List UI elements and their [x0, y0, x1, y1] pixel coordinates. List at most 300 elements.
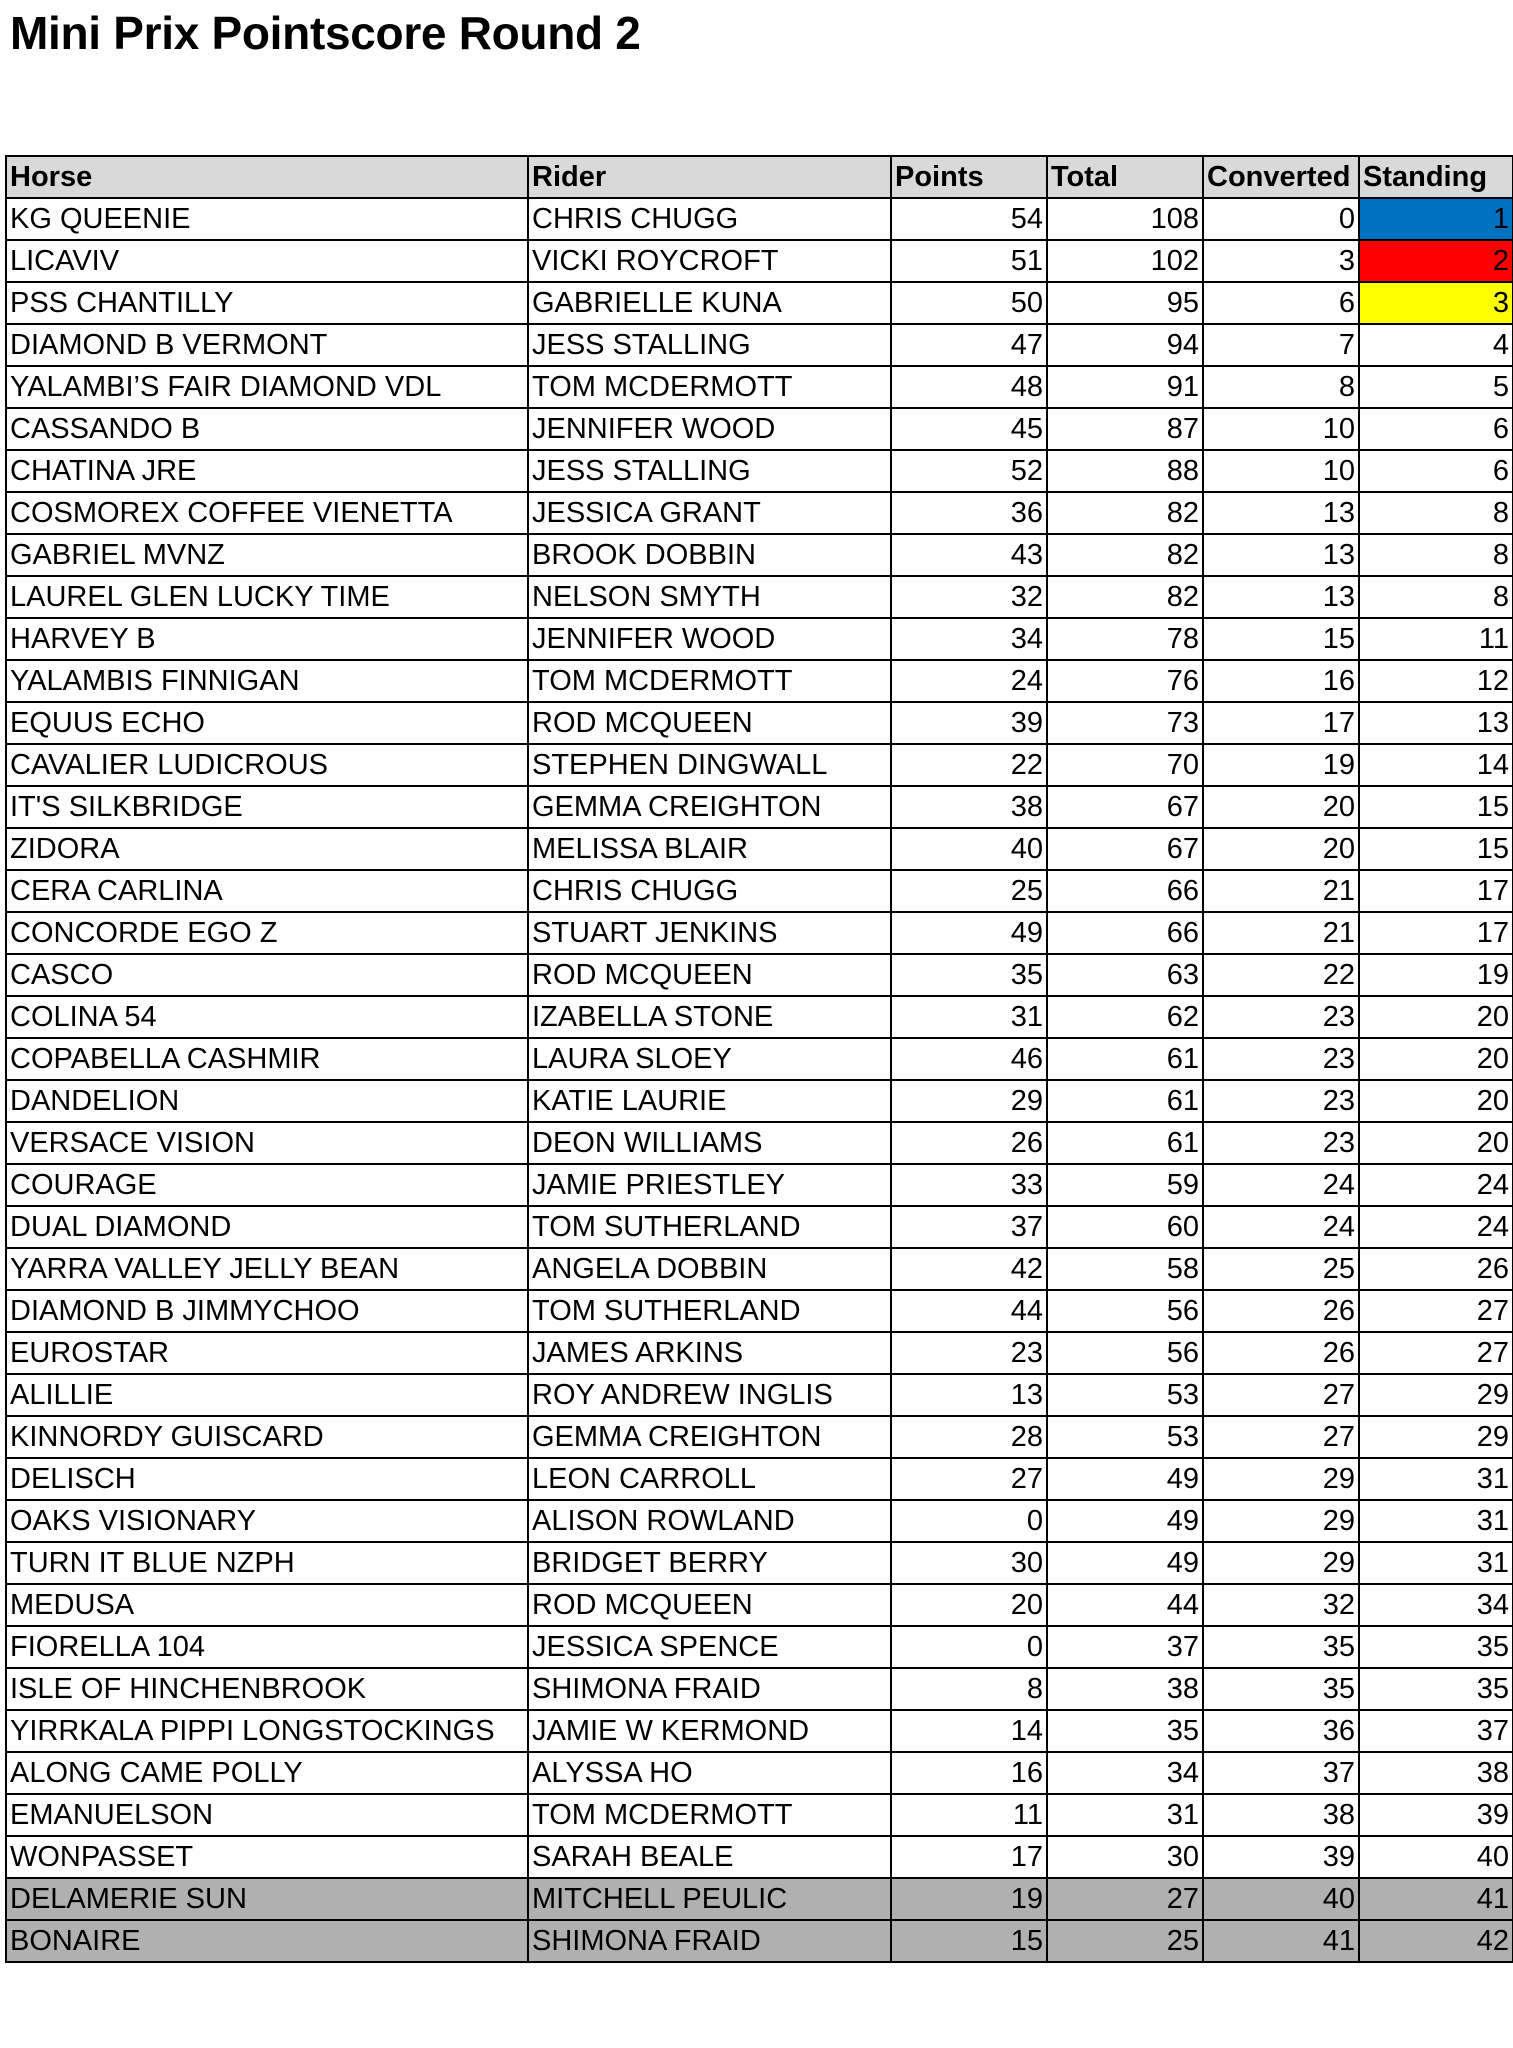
cell-standing: 34 — [1359, 1584, 1513, 1626]
table-row — [6, 1752, 1513, 1794]
cell-converted: 26 — [1203, 1290, 1359, 1332]
cell-horse: DELAMERIE SUN — [6, 1878, 528, 1920]
cell-points: 31 — [891, 996, 1047, 1038]
cell-standing: 26 — [1359, 1248, 1513, 1290]
cell-rider: JESSICA SPENCE — [528, 1626, 891, 1668]
table-row — [6, 1626, 1513, 1668]
cell-points: 30 — [891, 1542, 1047, 1584]
table-row — [6, 1416, 1513, 1458]
cell-converted: 29 — [1203, 1458, 1359, 1500]
cell-rider: STEPHEN DINGWALL — [528, 744, 891, 786]
cell-horse: MEDUSA — [6, 1584, 528, 1626]
table-row — [6, 1668, 1513, 1710]
cell-converted: 6 — [1203, 282, 1359, 324]
cell-horse: CASCO — [6, 954, 528, 996]
cell-points: 33 — [891, 1164, 1047, 1206]
table-row — [6, 1794, 1513, 1836]
cell-horse: LICAVIV — [6, 240, 528, 282]
cell-points: 34 — [891, 618, 1047, 660]
table-row — [6, 1038, 1513, 1080]
cell-converted: 19 — [1203, 744, 1359, 786]
cell-standing: 8 — [1359, 534, 1513, 576]
cell-horse: LAUREL GLEN LUCKY TIME — [6, 576, 528, 618]
cell-horse: DELISCH — [6, 1458, 528, 1500]
cell-rider: TOM MCDERMOTT — [528, 660, 891, 702]
cell-converted: 23 — [1203, 1038, 1359, 1080]
cell-converted: 16 — [1203, 660, 1359, 702]
cell-standing: 20 — [1359, 1038, 1513, 1080]
header-points: Points — [891, 156, 1047, 198]
cell-rider: ROD MCQUEEN — [528, 702, 891, 744]
cell-converted: 23 — [1203, 1080, 1359, 1122]
cell-rider: DEON WILLIAMS — [528, 1122, 891, 1164]
cell-standing: 14 — [1359, 744, 1513, 786]
cell-standing: 11 — [1359, 618, 1513, 660]
cell-standing: 8 — [1359, 576, 1513, 618]
cell-total: 76 — [1047, 660, 1203, 702]
table-row — [6, 576, 1513, 618]
cell-horse: ALILLIE — [6, 1374, 528, 1416]
cell-standing: 6 — [1359, 450, 1513, 492]
cell-converted: 25 — [1203, 1248, 1359, 1290]
cell-total: 53 — [1047, 1416, 1203, 1458]
table-row — [6, 744, 1513, 786]
cell-total: 61 — [1047, 1080, 1203, 1122]
cell-horse: EUROSTAR — [6, 1332, 528, 1374]
cell-points: 36 — [891, 492, 1047, 534]
cell-total: 27 — [1047, 1878, 1203, 1920]
cell-standing: 1 — [1359, 198, 1513, 240]
table-row — [6, 702, 1513, 744]
cell-horse: DIAMOND B JIMMYCHOO — [6, 1290, 528, 1332]
cell-rider: ROD MCQUEEN — [528, 954, 891, 996]
cell-points: 48 — [891, 366, 1047, 408]
table-row — [6, 618, 1513, 660]
table-row — [6, 954, 1513, 996]
cell-standing: 13 — [1359, 702, 1513, 744]
cell-standing: 29 — [1359, 1374, 1513, 1416]
cell-standing: 38 — [1359, 1752, 1513, 1794]
cell-total: 44 — [1047, 1584, 1203, 1626]
cell-horse: COSMOREX COFFEE VIENETTA — [6, 492, 528, 534]
header-standing: Standing — [1359, 156, 1513, 198]
cell-points: 46 — [891, 1038, 1047, 1080]
cell-standing: 27 — [1359, 1332, 1513, 1374]
cell-standing: 42 — [1359, 1920, 1513, 1962]
cell-standing: 29 — [1359, 1416, 1513, 1458]
cell-converted: 22 — [1203, 954, 1359, 996]
cell-converted: 29 — [1203, 1542, 1359, 1584]
cell-converted: 23 — [1203, 1122, 1359, 1164]
cell-points: 44 — [891, 1290, 1047, 1332]
cell-horse: ZIDORA — [6, 828, 528, 870]
cell-points: 39 — [891, 702, 1047, 744]
table-row — [6, 996, 1513, 1038]
cell-points: 45 — [891, 408, 1047, 450]
cell-horse: YALAMBI’S FAIR DIAMOND VDL — [6, 366, 528, 408]
cell-total: 56 — [1047, 1332, 1203, 1374]
cell-horse: PSS CHANTILLY — [6, 282, 528, 324]
table-row — [6, 492, 1513, 534]
cell-points: 43 — [891, 534, 1047, 576]
cell-rider: TOM SUTHERLAND — [528, 1290, 891, 1332]
cell-standing: 2 — [1359, 240, 1513, 282]
table-row — [6, 198, 1513, 240]
cell-points: 11 — [891, 1794, 1047, 1836]
cell-points: 29 — [891, 1080, 1047, 1122]
cell-points: 52 — [891, 450, 1047, 492]
cell-standing: 39 — [1359, 1794, 1513, 1836]
cell-standing: 20 — [1359, 1122, 1513, 1164]
table-row — [6, 1374, 1513, 1416]
cell-points: 35 — [891, 954, 1047, 996]
table-row — [6, 1164, 1513, 1206]
cell-standing: 3 — [1359, 282, 1513, 324]
table-row — [6, 1710, 1513, 1752]
cell-converted: 39 — [1203, 1836, 1359, 1878]
table-row — [6, 1542, 1513, 1584]
cell-converted: 23 — [1203, 996, 1359, 1038]
cell-points: 13 — [891, 1374, 1047, 1416]
cell-horse: YARRA VALLEY JELLY BEAN — [6, 1248, 528, 1290]
cell-standing: 12 — [1359, 660, 1513, 702]
cell-points: 25 — [891, 870, 1047, 912]
cell-points: 50 — [891, 282, 1047, 324]
cell-converted: 20 — [1203, 828, 1359, 870]
cell-points: 38 — [891, 786, 1047, 828]
table-row — [6, 240, 1513, 282]
cell-points: 32 — [891, 576, 1047, 618]
cell-converted: 3 — [1203, 240, 1359, 282]
cell-rider: TOM MCDERMOTT — [528, 1794, 891, 1836]
cell-total: 67 — [1047, 786, 1203, 828]
cell-rider: ALYSSA HO — [528, 1752, 891, 1794]
cell-rider: IZABELLA STONE — [528, 996, 891, 1038]
cell-converted: 40 — [1203, 1878, 1359, 1920]
table-row — [6, 1122, 1513, 1164]
cell-converted: 36 — [1203, 1710, 1359, 1752]
cell-converted: 20 — [1203, 786, 1359, 828]
cell-horse: YALAMBIS FINNIGAN — [6, 660, 528, 702]
cell-total: 58 — [1047, 1248, 1203, 1290]
cell-standing: 8 — [1359, 492, 1513, 534]
pointscore-table — [5, 155, 1513, 1963]
cell-total: 94 — [1047, 324, 1203, 366]
cell-rider: TOM SUTHERLAND — [528, 1206, 891, 1248]
cell-converted: 38 — [1203, 1794, 1359, 1836]
table-row — [6, 870, 1513, 912]
table-row — [6, 1920, 1513, 1962]
cell-standing: 20 — [1359, 1080, 1513, 1122]
cell-rider: SHIMONA FRAID — [528, 1920, 891, 1962]
cell-rider: JAMIE PRIESTLEY — [528, 1164, 891, 1206]
cell-total: 56 — [1047, 1290, 1203, 1332]
cell-points: 51 — [891, 240, 1047, 282]
header-rider: Rider — [528, 156, 891, 198]
header-total: Total — [1047, 156, 1203, 198]
cell-horse: DANDELION — [6, 1080, 528, 1122]
cell-standing: 31 — [1359, 1542, 1513, 1584]
cell-horse: COLINA 54 — [6, 996, 528, 1038]
table-row — [6, 912, 1513, 954]
cell-horse: CASSANDO B — [6, 408, 528, 450]
cell-rider: ANGELA DOBBIN — [528, 1248, 891, 1290]
cell-standing: 35 — [1359, 1668, 1513, 1710]
cell-horse: ISLE OF HINCHENBROOK — [6, 1668, 528, 1710]
cell-rider: STUART JENKINS — [528, 912, 891, 954]
cell-converted: 17 — [1203, 702, 1359, 744]
header-horse: Horse — [6, 156, 528, 198]
cell-converted: 41 — [1203, 1920, 1359, 1962]
cell-converted: 27 — [1203, 1416, 1359, 1458]
cell-total: 102 — [1047, 240, 1203, 282]
cell-total: 91 — [1047, 366, 1203, 408]
cell-total: 66 — [1047, 912, 1203, 954]
cell-horse: GABRIEL MVNZ — [6, 534, 528, 576]
cell-points: 0 — [891, 1626, 1047, 1668]
cell-total: 67 — [1047, 828, 1203, 870]
cell-horse: ALONG CAME POLLY — [6, 1752, 528, 1794]
table-row — [6, 324, 1513, 366]
cell-total: 95 — [1047, 282, 1203, 324]
cell-total: 82 — [1047, 492, 1203, 534]
cell-total: 25 — [1047, 1920, 1203, 1962]
cell-points: 14 — [891, 1710, 1047, 1752]
cell-points: 27 — [891, 1458, 1047, 1500]
cell-standing: 19 — [1359, 954, 1513, 996]
cell-rider: SHIMONA FRAID — [528, 1668, 891, 1710]
cell-points: 19 — [891, 1878, 1047, 1920]
table-row — [6, 1290, 1513, 1332]
cell-horse: EQUUS ECHO — [6, 702, 528, 744]
cell-rider: JAMIE W KERMOND — [528, 1710, 891, 1752]
cell-converted: 24 — [1203, 1206, 1359, 1248]
cell-total: 63 — [1047, 954, 1203, 996]
cell-total: 49 — [1047, 1542, 1203, 1584]
cell-rider: NELSON SMYTH — [528, 576, 891, 618]
cell-total: 60 — [1047, 1206, 1203, 1248]
cell-points: 0 — [891, 1500, 1047, 1542]
cell-standing: 31 — [1359, 1458, 1513, 1500]
cell-rider: SARAH BEALE — [528, 1836, 891, 1878]
cell-rider: GEMMA CREIGHTON — [528, 786, 891, 828]
cell-converted: 7 — [1203, 324, 1359, 366]
cell-total: 88 — [1047, 450, 1203, 492]
cell-converted: 27 — [1203, 1374, 1359, 1416]
cell-converted: 10 — [1203, 408, 1359, 450]
table-row — [6, 1332, 1513, 1374]
cell-total: 70 — [1047, 744, 1203, 786]
cell-converted: 35 — [1203, 1668, 1359, 1710]
cell-converted: 15 — [1203, 618, 1359, 660]
cell-total: 78 — [1047, 618, 1203, 660]
header-converted: Converted — [1203, 156, 1359, 198]
cell-points: 54 — [891, 198, 1047, 240]
table-row — [6, 1080, 1513, 1122]
cell-points: 42 — [891, 1248, 1047, 1290]
cell-standing: 24 — [1359, 1164, 1513, 1206]
cell-rider: ROD MCQUEEN — [528, 1584, 891, 1626]
cell-horse: CONCORDE EGO Z — [6, 912, 528, 954]
table-row — [6, 828, 1513, 870]
cell-rider: CHRIS CHUGG — [528, 198, 891, 240]
cell-converted: 21 — [1203, 870, 1359, 912]
cell-rider: JESS STALLING — [528, 324, 891, 366]
cell-standing: 5 — [1359, 366, 1513, 408]
cell-points: 28 — [891, 1416, 1047, 1458]
cell-rider: GABRIELLE KUNA — [528, 282, 891, 324]
header-row — [6, 156, 1513, 198]
cell-points: 49 — [891, 912, 1047, 954]
table-row — [6, 786, 1513, 828]
cell-standing: 15 — [1359, 786, 1513, 828]
cell-horse: OAKS VISIONARY — [6, 1500, 528, 1542]
cell-rider: TOM MCDERMOTT — [528, 366, 891, 408]
cell-horse: FIORELLA 104 — [6, 1626, 528, 1668]
cell-points: 23 — [891, 1332, 1047, 1374]
cell-rider: MITCHELL PEULIC — [528, 1878, 891, 1920]
cell-total: 31 — [1047, 1794, 1203, 1836]
cell-converted: 32 — [1203, 1584, 1359, 1626]
cell-rider: GEMMA CREIGHTON — [528, 1416, 891, 1458]
cell-horse: HARVEY B — [6, 618, 528, 660]
cell-total: 53 — [1047, 1374, 1203, 1416]
cell-standing: 4 — [1359, 324, 1513, 366]
cell-standing: 40 — [1359, 1836, 1513, 1878]
table-row — [6, 1836, 1513, 1878]
cell-total: 49 — [1047, 1500, 1203, 1542]
cell-converted: 13 — [1203, 492, 1359, 534]
cell-converted: 37 — [1203, 1752, 1359, 1794]
cell-points: 15 — [891, 1920, 1047, 1962]
cell-horse: DUAL DIAMOND — [6, 1206, 528, 1248]
table-row — [6, 1878, 1513, 1920]
cell-horse: WONPASSET — [6, 1836, 528, 1878]
cell-rider: ALISON ROWLAND — [528, 1500, 891, 1542]
cell-total: 82 — [1047, 576, 1203, 618]
cell-converted: 8 — [1203, 366, 1359, 408]
cell-converted: 13 — [1203, 576, 1359, 618]
table-row — [6, 1248, 1513, 1290]
cell-total: 62 — [1047, 996, 1203, 1038]
cell-total: 38 — [1047, 1668, 1203, 1710]
cell-standing: 41 — [1359, 1878, 1513, 1920]
cell-standing: 6 — [1359, 408, 1513, 450]
cell-standing: 35 — [1359, 1626, 1513, 1668]
cell-horse: DIAMOND B VERMONT — [6, 324, 528, 366]
cell-horse: CAVALIER LUDICROUS — [6, 744, 528, 786]
cell-converted: 24 — [1203, 1164, 1359, 1206]
cell-total: 59 — [1047, 1164, 1203, 1206]
cell-total: 61 — [1047, 1122, 1203, 1164]
table-row — [6, 1206, 1513, 1248]
page-title: Mini Prix Pointscore Round 2 — [10, 7, 641, 59]
cell-converted: 0 — [1203, 198, 1359, 240]
cell-horse: TURN IT BLUE NZPH — [6, 1542, 528, 1584]
cell-rider: MELISSA BLAIR — [528, 828, 891, 870]
cell-horse: CERA CARLINA — [6, 870, 528, 912]
cell-converted: 26 — [1203, 1332, 1359, 1374]
cell-total: 35 — [1047, 1710, 1203, 1752]
cell-converted: 35 — [1203, 1626, 1359, 1668]
cell-points: 40 — [891, 828, 1047, 870]
table-row — [6, 366, 1513, 408]
cell-horse: CHATINA JRE — [6, 450, 528, 492]
cell-rider: VICKI ROYCROFT — [528, 240, 891, 282]
table-row — [6, 660, 1513, 702]
cell-points: 17 — [891, 1836, 1047, 1878]
cell-converted: 21 — [1203, 912, 1359, 954]
cell-rider: LEON CARROLL — [528, 1458, 891, 1500]
cell-points: 47 — [891, 324, 1047, 366]
table-row — [6, 1458, 1513, 1500]
table-row — [6, 450, 1513, 492]
cell-total: 30 — [1047, 1836, 1203, 1878]
cell-points: 24 — [891, 660, 1047, 702]
table-row — [6, 282, 1513, 324]
cell-total: 73 — [1047, 702, 1203, 744]
cell-converted: 13 — [1203, 534, 1359, 576]
cell-standing: 31 — [1359, 1500, 1513, 1542]
cell-total: 108 — [1047, 198, 1203, 240]
cell-total: 61 — [1047, 1038, 1203, 1080]
cell-standing: 17 — [1359, 870, 1513, 912]
cell-horse: EMANUELSON — [6, 1794, 528, 1836]
table-row — [6, 408, 1513, 450]
cell-standing: 24 — [1359, 1206, 1513, 1248]
cell-points: 37 — [891, 1206, 1047, 1248]
cell-total: 66 — [1047, 870, 1203, 912]
cell-total: 82 — [1047, 534, 1203, 576]
cell-standing: 37 — [1359, 1710, 1513, 1752]
cell-total: 34 — [1047, 1752, 1203, 1794]
cell-converted: 10 — [1203, 450, 1359, 492]
cell-rider: CHRIS CHUGG — [528, 870, 891, 912]
cell-horse: VERSACE VISION — [6, 1122, 528, 1164]
cell-rider: KATIE LAURIE — [528, 1080, 891, 1122]
cell-total: 87 — [1047, 408, 1203, 450]
cell-standing: 20 — [1359, 996, 1513, 1038]
cell-rider: LAURA SLOEY — [528, 1038, 891, 1080]
cell-points: 26 — [891, 1122, 1047, 1164]
table-row — [6, 534, 1513, 576]
cell-horse: BONAIRE — [6, 1920, 528, 1962]
cell-rider: JENNIFER WOOD — [528, 408, 891, 450]
cell-rider: JESS STALLING — [528, 450, 891, 492]
cell-rider: BROOK DOBBIN — [528, 534, 891, 576]
cell-rider: JAMES ARKINS — [528, 1332, 891, 1374]
cell-points: 16 — [891, 1752, 1047, 1794]
cell-standing: 15 — [1359, 828, 1513, 870]
cell-rider: JENNIFER WOOD — [528, 618, 891, 660]
cell-horse: COPABELLA CASHMIR — [6, 1038, 528, 1080]
cell-horse: COURAGE — [6, 1164, 528, 1206]
cell-points: 22 — [891, 744, 1047, 786]
table-row — [6, 1500, 1513, 1542]
cell-standing: 17 — [1359, 912, 1513, 954]
cell-points: 8 — [891, 1668, 1047, 1710]
cell-horse: KG QUEENIE — [6, 198, 528, 240]
cell-rider: ROY ANDREW INGLIS — [528, 1374, 891, 1416]
cell-converted: 29 — [1203, 1500, 1359, 1542]
cell-rider: BRIDGET BERRY — [528, 1542, 891, 1584]
cell-horse: YIRRKALA PIPPI LONGSTOCKINGS — [6, 1710, 528, 1752]
cell-rider: JESSICA GRANT — [528, 492, 891, 534]
cell-points: 20 — [891, 1584, 1047, 1626]
cell-horse: KINNORDY GUISCARD — [6, 1416, 528, 1458]
cell-total: 49 — [1047, 1458, 1203, 1500]
cell-standing: 27 — [1359, 1290, 1513, 1332]
